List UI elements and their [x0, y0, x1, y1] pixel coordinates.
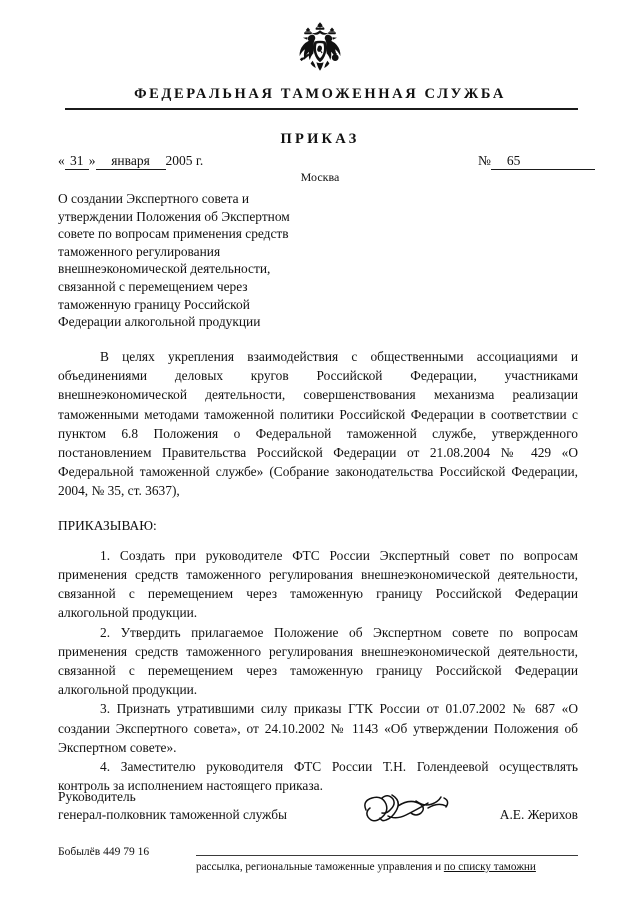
- emblem-container: [0, 20, 640, 80]
- preamble-paragraph: В целях укрепления взаимодействия с общественными ассоциациями и объединениями деловых кругов Российской Федерации, участниками внешнеэкономической деятельности, совершенствования механизма реализации таможенными методами таможенной политики Российской Федерации в соответствии с пунктом 6.8 Положения о Федеральной таможенной службе, утвержденного постановлением Правительства Российской Федерации от 21.08.2004 № 429 «О Федеральной таможенной службе» (Собрание законодательства Российской Федерации, 2004, № 35, ст. 3637),: [58, 349, 578, 499]
- document-number-field[interactable]: 65: [491, 153, 595, 170]
- order-item-4: 4. Заместителю руководителя ФТС России Т.Н. Голендеевой осуществлять контроль за исполнением настоящего приказа.: [58, 759, 578, 794]
- subject-line: утверждении Положения об Экспертном: [58, 208, 290, 224]
- subject-line: Федерации алкогольной продукции: [58, 314, 261, 330]
- city-label: Москва: [300, 170, 340, 184]
- month-field[interactable]: января: [96, 153, 166, 170]
- signer-name: А.Е. Жерихов: [499, 806, 578, 822]
- signature-block: [58, 788, 578, 826]
- subject-line: О создании Экспертного совета и: [58, 191, 250, 206]
- subject-block: [58, 190, 358, 331]
- quote-close: »: [88, 153, 96, 168]
- subject-line: совете по вопросам применения средств: [58, 226, 289, 242]
- spacer: [58, 535, 578, 546]
- distribution-underlined: по списку таможни: [443, 861, 536, 873]
- day-field[interactable]: 31: [65, 153, 89, 170]
- distribution-note: [196, 861, 536, 873]
- signer-title-line-2: генерал-полковник таможенной службы: [58, 806, 288, 822]
- footer-divider: [196, 855, 578, 856]
- signature-row: [58, 806, 578, 826]
- contact-info: Бобылёв 449 79 16: [58, 846, 150, 858]
- document-number-line: [478, 153, 595, 170]
- subject-line: внешнеэкономической деятельности,: [58, 261, 271, 277]
- subject-line: таможенную границу Российской: [58, 296, 250, 312]
- number-label: №: [478, 153, 491, 168]
- order-item-2: 2. Утвердить прилагаемое Положение об Экспертном совете по вопросам применения средств таможенного регулирования внешнеэкономической деятельности, связанной с перемещением через таможенную границу Российской Федерации алкогольной продукции.: [58, 624, 578, 698]
- distribution-prefix: рассылка, региональные таможенные управления и: [196, 861, 444, 873]
- header-divider: [65, 108, 578, 110]
- spacer: [58, 501, 578, 516]
- year-text: 2005 г.: [165, 153, 204, 168]
- document-body: [58, 347, 578, 795]
- russian-double-headed-eagle-emblem: [294, 20, 346, 80]
- subject-line: таможенного регулирования: [58, 243, 221, 259]
- handwritten-signature: [358, 792, 478, 826]
- order-keyword: ПРИКАЗЫВАЮ:: [58, 517, 157, 533]
- signer-title-line-1: Руководитель: [58, 789, 136, 804]
- order-item-1: 1. Создать при руководителе ФТС России Экспертный совет по вопросам применения средств таможенного регулирования внешнеэкономической деятельности, связанной с перемещением через таможенную границу Российской Федерации алкогольной продукции.: [58, 547, 578, 621]
- date-line: [58, 153, 203, 170]
- document-type-heading: ПРИКАЗ: [280, 131, 360, 147]
- quote-open: «: [58, 153, 65, 168]
- subject-line: связанной с перемещением через: [58, 278, 248, 294]
- organization-title: ФЕДЕРАЛЬНАЯ ТАМОЖЕННАЯ СЛУЖБА: [134, 86, 506, 102]
- order-item-3: 3. Признать утратившими силу приказы ГТК России от 01.07.2002 № 687 «О создании Экспертного совета», от 24.10.2002 № 1143 «Об утверждении Положения об Экспертном совете».: [58, 701, 578, 755]
